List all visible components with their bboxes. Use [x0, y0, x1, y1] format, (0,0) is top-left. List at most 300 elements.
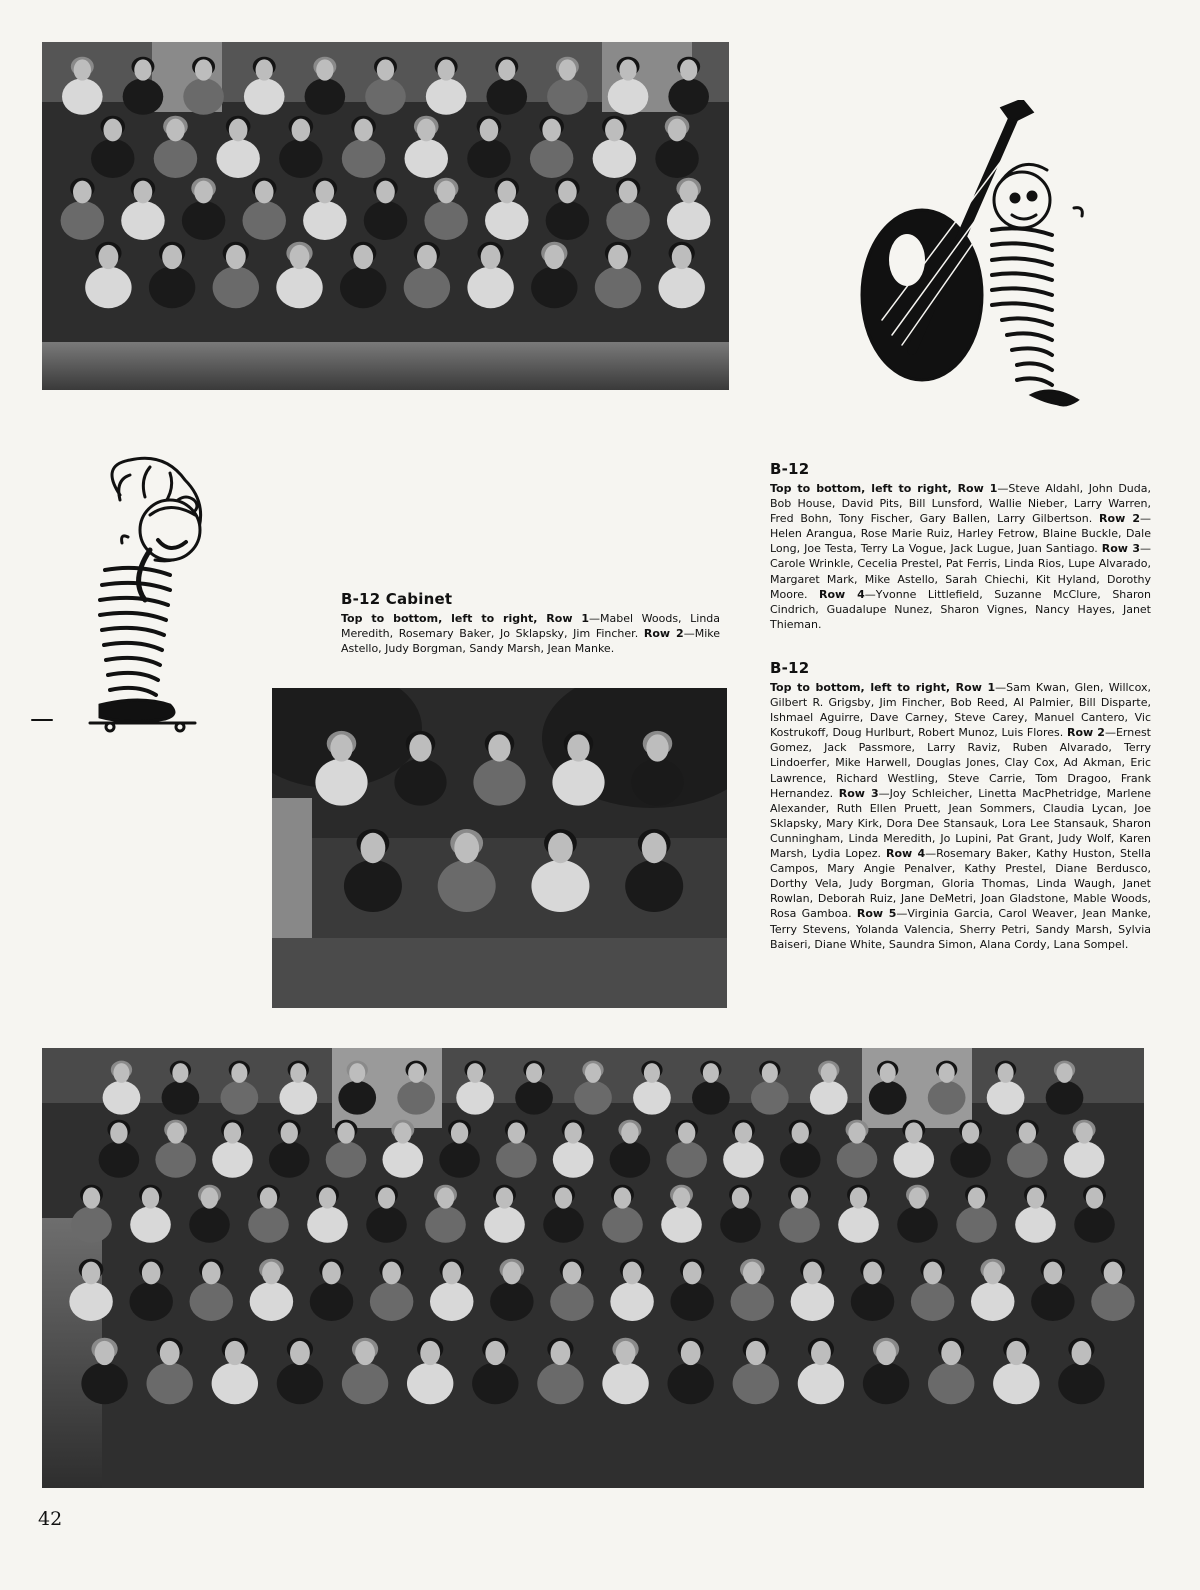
person-face [526, 1063, 542, 1083]
person-body [248, 1206, 289, 1242]
person-body [130, 1206, 171, 1242]
person-face [256, 59, 273, 80]
person-body [631, 759, 683, 806]
person-face [255, 181, 274, 204]
caption-row-label: Row 3 [1101, 542, 1140, 556]
person-face [923, 1262, 942, 1285]
person-body [307, 1206, 348, 1242]
person-face [349, 1063, 365, 1083]
person-body [162, 1081, 200, 1115]
person-face [260, 1187, 277, 1208]
person-face [172, 1063, 188, 1083]
person-body [655, 139, 699, 178]
person-body [344, 860, 402, 912]
person-body [212, 1141, 253, 1177]
person-face [962, 1122, 979, 1143]
person-face [544, 245, 564, 269]
person-face [417, 245, 437, 269]
person-body [897, 1206, 938, 1242]
person-body [731, 1282, 775, 1321]
person-body [893, 1141, 934, 1177]
person-body [602, 1363, 648, 1405]
person-face [377, 59, 394, 80]
top-group-photo [42, 42, 729, 390]
person-body [426, 78, 467, 114]
person-body [950, 1141, 991, 1177]
caption-row-label: Row 4 [819, 587, 865, 601]
person-body [342, 1363, 388, 1405]
person-face [134, 59, 151, 80]
person-face [229, 119, 248, 142]
person-body [593, 139, 637, 178]
person-body [85, 267, 131, 309]
person-face [680, 59, 697, 80]
person-face [811, 1341, 831, 1365]
person-face [679, 181, 698, 204]
b12-caption-2-body: Top to bottom, left to right, Row 1—Sam Kwan, Glen, Willcox, Gilbert R. Grigsby, Jim Fincher, Bob Reed, Al Palmier, Bill Disparte, Ishmael Aguirre, Dave Carney, Steve Carey, Manuel Cantero, Vic Kostrukoff, Doug Hurlburt, Robert Munoz, Luis Flores. Row 2—Ernest Gomez, Jack Passmore, Larry Raviz, Ruben Alvarado, Terry Lindoerfer, Mike Harwell, Douglas Jones, Clay Cox, Ad Akman, Eric Lawrence, Richard Westling, Steve Carrie, Tom Dragoo, Frank Hernandez. Row 3—Joy Schleicher, Linetta MacPhetridge, Marlene Alexander, Ruth Ellen Pruett, Jean Sommers, Claudia Lycan, Joe Sklapsky, Mary Kirk, Dora Dee Stansauk, Lora Lee Stansauk, Sharon Cunningham, Linda Meredith, Jo Lupini, Pat Grant, Judy Wolf, Karen Marsh, Lydia Lopez. Row 4—Rosemary Baker, Kathy Huston, Stella Campos, Mary Angie Penalver, Kathy Prestel, Diane Berdusco, Dorthy Vela, Judy Borgman, Gloria Thomas, Linda Waugh, Janet Rowlan, Deborah Ruiz, Jane DeMetri, Joan Gladstone, Mable Woods, Rosa Gamboa. Row 5—Virginia Garcia, Carol Weaver, Jean Manke, Terry Stevens, Yolanda Valencia, Sherry Petri, Sandy Marsh, Sylvia Baiseri, Diane White, Saundra Simon, Alana Cordy, Lana Sompel. [770, 681, 1152, 951]
cartoon-skater-icon [30, 455, 245, 740]
person-face [82, 1262, 101, 1285]
person-body [1074, 1206, 1115, 1242]
person-body [595, 267, 641, 309]
person-face [467, 1063, 483, 1083]
person-body [81, 1363, 127, 1405]
person-face [319, 1187, 336, 1208]
person-face [876, 1341, 896, 1365]
person-body [666, 1141, 707, 1177]
person-body [543, 1206, 584, 1242]
person-face [941, 1341, 961, 1365]
person-body [667, 201, 711, 240]
caption-row-names: Yvonne Littlefield, Suzanne McClure, Sharon Cindrich, Guadalupe Nunez, Sharon Vignes, Nancy Hayes, Janet Thieman. [770, 587, 1151, 631]
person-body [467, 139, 511, 178]
person-face [496, 1187, 513, 1208]
top-photo-scene [42, 42, 729, 390]
person-face [451, 1122, 468, 1143]
person-face [74, 59, 91, 80]
person-body [326, 1141, 367, 1177]
person-face [376, 181, 395, 204]
person-face [623, 1262, 642, 1285]
person-face [681, 1341, 701, 1365]
person-body [149, 267, 195, 309]
person-face [673, 1187, 690, 1208]
person-face [1044, 1262, 1063, 1285]
person-face [1006, 1341, 1026, 1365]
person-body [364, 201, 408, 240]
person-face [113, 1063, 129, 1083]
person-face [551, 1341, 571, 1365]
person-face [642, 833, 667, 863]
person-face [353, 245, 373, 269]
person-body [602, 1206, 643, 1242]
person-body [987, 1081, 1025, 1115]
person-face [225, 1341, 245, 1365]
person-face [668, 119, 687, 142]
person-body [531, 860, 589, 912]
person-face [95, 1341, 115, 1365]
person-face [330, 734, 352, 761]
person-body [531, 267, 577, 309]
person-body [338, 1081, 376, 1115]
person-face [166, 119, 185, 142]
person-face [202, 1262, 221, 1285]
person-face [481, 245, 501, 269]
person-body [183, 78, 224, 114]
person-body [62, 78, 103, 114]
person-body [515, 1081, 553, 1115]
person-body [546, 201, 590, 240]
person-body [780, 1141, 821, 1177]
person-face [497, 181, 516, 204]
person-face [480, 119, 499, 142]
person-face [226, 245, 246, 269]
person-body [971, 1282, 1015, 1321]
person-face [555, 1187, 572, 1208]
caption-lead: Top to bottom, left to right, Row 1 [770, 482, 998, 495]
b12-caption-1-body: Top to bottom, left to right, Row 1—Steve Aldahl, John Duda, Bob House, David Pits, Bill Lunsford, Wallie Nieber, Larry Warren, Fred Bohn, Tony Fischer, Gary Ballen, Larry Gilbertson. Row 2—Helen Arangua, Rose Marie Ruiz, Harley Fetrow, Blaine Buckle, Dale Long, Joe Testa, Terry La Vogue, Jack Lugue, Juan Santiago. Row 3—Carole Wrinkle, Cecelia Prestel, Pat Ferris, Linda Rios, Lupe Alvarado, Margaret Mark, Mike Astello, Sarah Chiechi, Kit Hyland, Dorothy Moore. Row 4—Yvonne Littlefield, Suzanne McClure, Sharon Cindrich, Guadalupe Nunez, Sharon Vignes, Nancy Hayes, Janet Thieman. [770, 482, 1152, 631]
person-face [880, 1063, 896, 1083]
person-body [547, 78, 588, 114]
person-face [142, 1187, 159, 1208]
caption-row-names: Steve Aldahl, John Duda, Bob House, David Pits, Bill Lunsford, Wallie Nieber, Larry Warren, Fred Bohn, Tony Fischer, Gary Ballen, Larry Gilbertson. [770, 482, 1151, 526]
person-body [366, 1206, 407, 1242]
person-body [279, 1081, 317, 1115]
person-face [167, 1122, 184, 1143]
person-body [530, 139, 574, 178]
caption-row-names: Joy Schleicher, Linetta MacPhetridge, Marlene Alexander, Ruth Ellen Pruett, Jean Sommers, Claudia Lycan, Joe Sklapsky, Mary Kirk, Dora Dee Stansauk, Lora Lee Stansauk, Sharon Cunningham, Linda Meredith, Jo Lupini, Pat Grant, Judy Wolf, Karen Marsh, Lydia Lopez. [770, 786, 1151, 861]
person-body [1031, 1282, 1075, 1321]
person-face [821, 1063, 837, 1083]
person-face [746, 1341, 766, 1365]
person-face [646, 734, 668, 761]
person-face [559, 59, 576, 80]
person-body [1046, 1081, 1084, 1115]
person-face [803, 1262, 822, 1285]
person-body [633, 1081, 671, 1115]
person-face [703, 1063, 719, 1083]
person-face [735, 1122, 752, 1143]
person-face [162, 245, 182, 269]
person-face [292, 119, 311, 142]
person-body [279, 139, 323, 178]
person-body [213, 267, 259, 309]
person-face [231, 1063, 247, 1083]
person-face [1075, 1122, 1092, 1143]
person-body [779, 1206, 820, 1242]
caption-row-label: Row 2 [1099, 512, 1141, 526]
person-body [425, 1206, 466, 1242]
person-body [625, 860, 683, 912]
person-face [316, 181, 335, 204]
person-body [837, 1141, 878, 1177]
person-body [244, 78, 285, 114]
caption-row-label: Row 2 [643, 627, 684, 641]
person-body [472, 1363, 518, 1405]
person-body [315, 759, 367, 806]
person-face [683, 1262, 702, 1285]
person-body [342, 139, 386, 178]
person-body [490, 1282, 533, 1321]
caption-lead: Top to bottom, left to right, Row 1 [770, 681, 996, 694]
person-body [1091, 1282, 1135, 1321]
person-body [269, 1141, 310, 1177]
person-body [154, 139, 198, 178]
person-body [670, 1282, 714, 1321]
person-body [69, 1282, 113, 1321]
caption-row-names: Mike Astello, Judy Borgman, Sandy Marsh, Jean Manke. [341, 627, 720, 656]
person-body [473, 759, 525, 806]
person-face [567, 734, 589, 761]
person-body [405, 139, 449, 178]
person-body [407, 1363, 453, 1405]
person-body [928, 1081, 966, 1115]
person-body [439, 1141, 480, 1177]
person-body [467, 267, 513, 309]
cabinet-photo-scene [272, 688, 727, 1008]
person-face [485, 1341, 505, 1365]
person-face [394, 1122, 411, 1143]
bottom-group-photo [42, 1048, 1144, 1488]
person-body [155, 1141, 196, 1177]
person-body [250, 1282, 294, 1321]
caption-row-label: Row 5 [856, 907, 897, 921]
person-face [290, 245, 310, 269]
person-face [619, 181, 638, 204]
person-face [585, 1063, 601, 1083]
person-body [863, 1363, 909, 1405]
person-body [382, 1141, 423, 1177]
person-face [848, 1122, 865, 1143]
person-body [610, 1141, 651, 1177]
person-body [484, 1206, 525, 1242]
b12-caption-2 [770, 659, 1151, 952]
cabinet-caption-title: B-12 Cabinet [341, 590, 453, 608]
person-body [340, 267, 386, 309]
caption-row-names: Ernest Gomez, Jack Passmore, Larry Raviz, Ruben Alvarado, Terry Lindoerfer, Mike Harwell, Douglas Jones, Clay Cox, Ad Akman, Eric Lawrence, Richard Westling, Steve Carrie, Tom Dragoo, Frank Hernandez. [770, 726, 1151, 800]
person-body [456, 1081, 494, 1115]
caption-row-names: Rosemary Baker, Kathy Huston, Stella Campos, Mary Angie Penalver, Kathy Prestel, Diane Berdusco, Dorthy Vela, Judy Borgman, Gloria Thomas, Linda Waugh, Janet Rowlan, Deborah Ruiz, Jane DeMetri, Joan Gladstone, Mable Woods, Rosa Gamboa. [770, 847, 1151, 921]
person-body [129, 1282, 173, 1321]
person-face [437, 181, 456, 204]
person-body [370, 1282, 414, 1321]
person-face [1056, 1063, 1072, 1083]
person-body [911, 1282, 955, 1321]
person-body [659, 267, 705, 309]
caption-row-label: Row 2 [1067, 726, 1105, 740]
person-face [605, 119, 624, 142]
person-body [182, 201, 226, 240]
person-face [195, 59, 212, 80]
cabinet-caption-body: Top to bottom, left to right, Row 1—Mabel Woods, Linda Meredith, Rosemary Baker, Jo Sklapsky, Jim Fincher. Row 2—Mike Astello, Judy Borgman, Sandy Marsh, Jean Manke. [341, 612, 721, 656]
person-body [993, 1363, 1039, 1405]
person-body [1015, 1206, 1056, 1242]
person-face [281, 1122, 298, 1143]
caption-row-names: Carole Wrinkle, Cecelia Prestel, Pat Ferris, Linda Rios, Lupe Alvarado, Margaret Mark, Mike Astello, Sarah Chiechi, Kit Hyland, Dorothy Moore. [770, 557, 1151, 601]
person-face [437, 1187, 454, 1208]
person-face [678, 1122, 695, 1143]
person-body [99, 1141, 140, 1177]
person-body [610, 1282, 654, 1321]
b12-caption-1 [770, 460, 1151, 632]
person-face [616, 1341, 636, 1365]
person-face [909, 1187, 926, 1208]
person-face [488, 734, 510, 761]
person-body [667, 1363, 713, 1405]
person-face [454, 833, 479, 863]
person-body [394, 759, 446, 806]
cabinet-caption [341, 590, 720, 656]
person-body [485, 201, 528, 240]
person-face [355, 1341, 375, 1365]
person-body [397, 1081, 435, 1115]
person-face [1086, 1187, 1103, 1208]
person-face [503, 1262, 522, 1285]
person-body [221, 1081, 259, 1115]
person-face [322, 1262, 341, 1285]
caption-row-names: Mabel Woods, Linda Meredith, Rosemary Baker, Jo Sklapsky, Jim Fincher. [341, 612, 721, 641]
person-face [672, 245, 692, 269]
person-body [91, 139, 135, 178]
person-face [316, 59, 333, 80]
person-body [424, 201, 468, 240]
person-body [496, 1141, 537, 1177]
person-face [354, 119, 373, 142]
person-body [668, 78, 709, 114]
b12-caption-1-title: B-12 [770, 460, 810, 478]
person-face [194, 181, 213, 204]
person-body [956, 1206, 997, 1242]
person-body [1007, 1141, 1048, 1177]
person-body [810, 1081, 848, 1115]
person-face [563, 1262, 582, 1285]
person-body [305, 78, 346, 114]
caption-row-names: Helen Arangua, Rose Marie Ruiz, Harley Fetrow, Blaine Buckle, Dale Long, Joe Testa, Terry La Vogue, Jack Lugue, Juan Santiago. [770, 527, 1151, 556]
person-body [537, 1363, 583, 1405]
person-face [608, 245, 628, 269]
person-body [146, 1363, 192, 1405]
person-face [644, 1063, 660, 1083]
person-face [408, 1063, 424, 1083]
person-face [142, 1262, 161, 1285]
person-face [409, 734, 431, 761]
person-body [486, 78, 527, 114]
person-face [619, 59, 636, 80]
cartoon-guitar-player-icon [852, 100, 1102, 412]
person-body [310, 1282, 354, 1321]
person-face [160, 1341, 180, 1365]
person-face [442, 1262, 461, 1285]
person-face [201, 1187, 218, 1208]
person-body [928, 1363, 974, 1405]
person-body [103, 1081, 141, 1115]
person-body [851, 1282, 895, 1321]
b12-caption-2-title: B-12 [770, 659, 810, 677]
person-face [968, 1187, 985, 1208]
person-body [553, 1141, 594, 1177]
person-body [438, 860, 496, 912]
person-face [134, 181, 153, 204]
person-body [216, 139, 260, 178]
person-body [692, 1081, 730, 1115]
person-face [337, 1122, 354, 1143]
person-body [550, 1282, 594, 1321]
caption-lead: Top to bottom, left to right, Row 1 [341, 612, 590, 625]
person-face [621, 1122, 638, 1143]
person-face [558, 181, 577, 204]
person-face [792, 1122, 809, 1143]
person-face [382, 1262, 401, 1285]
person-face [564, 1122, 581, 1143]
cabinet-group-photo [272, 688, 727, 1008]
person-face [498, 59, 515, 80]
person-face [983, 1262, 1002, 1285]
person-body [552, 759, 604, 806]
person-face [791, 1187, 808, 1208]
person-body [606, 201, 650, 240]
person-body [798, 1363, 844, 1405]
person-face [998, 1063, 1014, 1083]
person-face [1072, 1341, 1092, 1365]
person-face [417, 119, 436, 142]
person-body [791, 1282, 835, 1321]
person-body [430, 1282, 474, 1321]
person-face [420, 1341, 440, 1365]
person-face [732, 1187, 749, 1208]
person-face [1104, 1262, 1123, 1285]
person-body [242, 201, 286, 240]
person-face [614, 1187, 631, 1208]
person-face [361, 833, 386, 863]
person-face [542, 119, 561, 142]
person-body [123, 78, 164, 114]
person-body [121, 201, 165, 240]
person-body [365, 78, 406, 114]
person-face [548, 833, 573, 863]
caption-row-names: Sam Kwan, Glen, Willcox, Gilbert R. Grigsby, Jim Fincher, Bob Reed, Al Palmier, Bill Disparte, Ishmael Aguirre, Dave Carney, Steve Carey, Manuel Cantero, Vic Kostrukoff, Doug Hurlburt, Robert Munoz, Luis Flores. [770, 681, 1152, 740]
person-body [276, 267, 322, 309]
person-face [905, 1122, 922, 1143]
person-face [437, 59, 454, 80]
person-body [190, 1282, 234, 1321]
caption-row-label: Row 4 [886, 847, 926, 861]
person-body [574, 1081, 612, 1115]
person-body [733, 1363, 779, 1405]
person-face [262, 1262, 281, 1285]
person-face [762, 1063, 778, 1083]
caption-row-names: Virginia Garcia, Carol Weaver, Jean Manke, Terry Stevens, Yolanda Valencia, Sherry Petri, Sandy Marsh, Sylvia Baiseri, Diane White, Saundra Simon, Alana Cordy, Lana Sompel. [770, 907, 1151, 951]
person-body [404, 267, 450, 309]
person-face [743, 1262, 762, 1285]
person-face [508, 1122, 525, 1143]
person-body [303, 201, 347, 240]
person-body [723, 1141, 764, 1177]
person-face [290, 1341, 310, 1365]
person-body [277, 1363, 323, 1405]
person-face [290, 1063, 306, 1083]
person-face [863, 1262, 882, 1285]
person-body [61, 201, 104, 240]
person-body [661, 1206, 702, 1242]
bottom-photo-scene [42, 1048, 1144, 1488]
person-face [224, 1122, 241, 1143]
person-face [939, 1063, 955, 1083]
person-body [751, 1081, 789, 1115]
person-body [1064, 1141, 1105, 1177]
person-face [1019, 1122, 1036, 1143]
caption-row-label: Row 3 [838, 786, 879, 800]
person-face [73, 181, 92, 204]
